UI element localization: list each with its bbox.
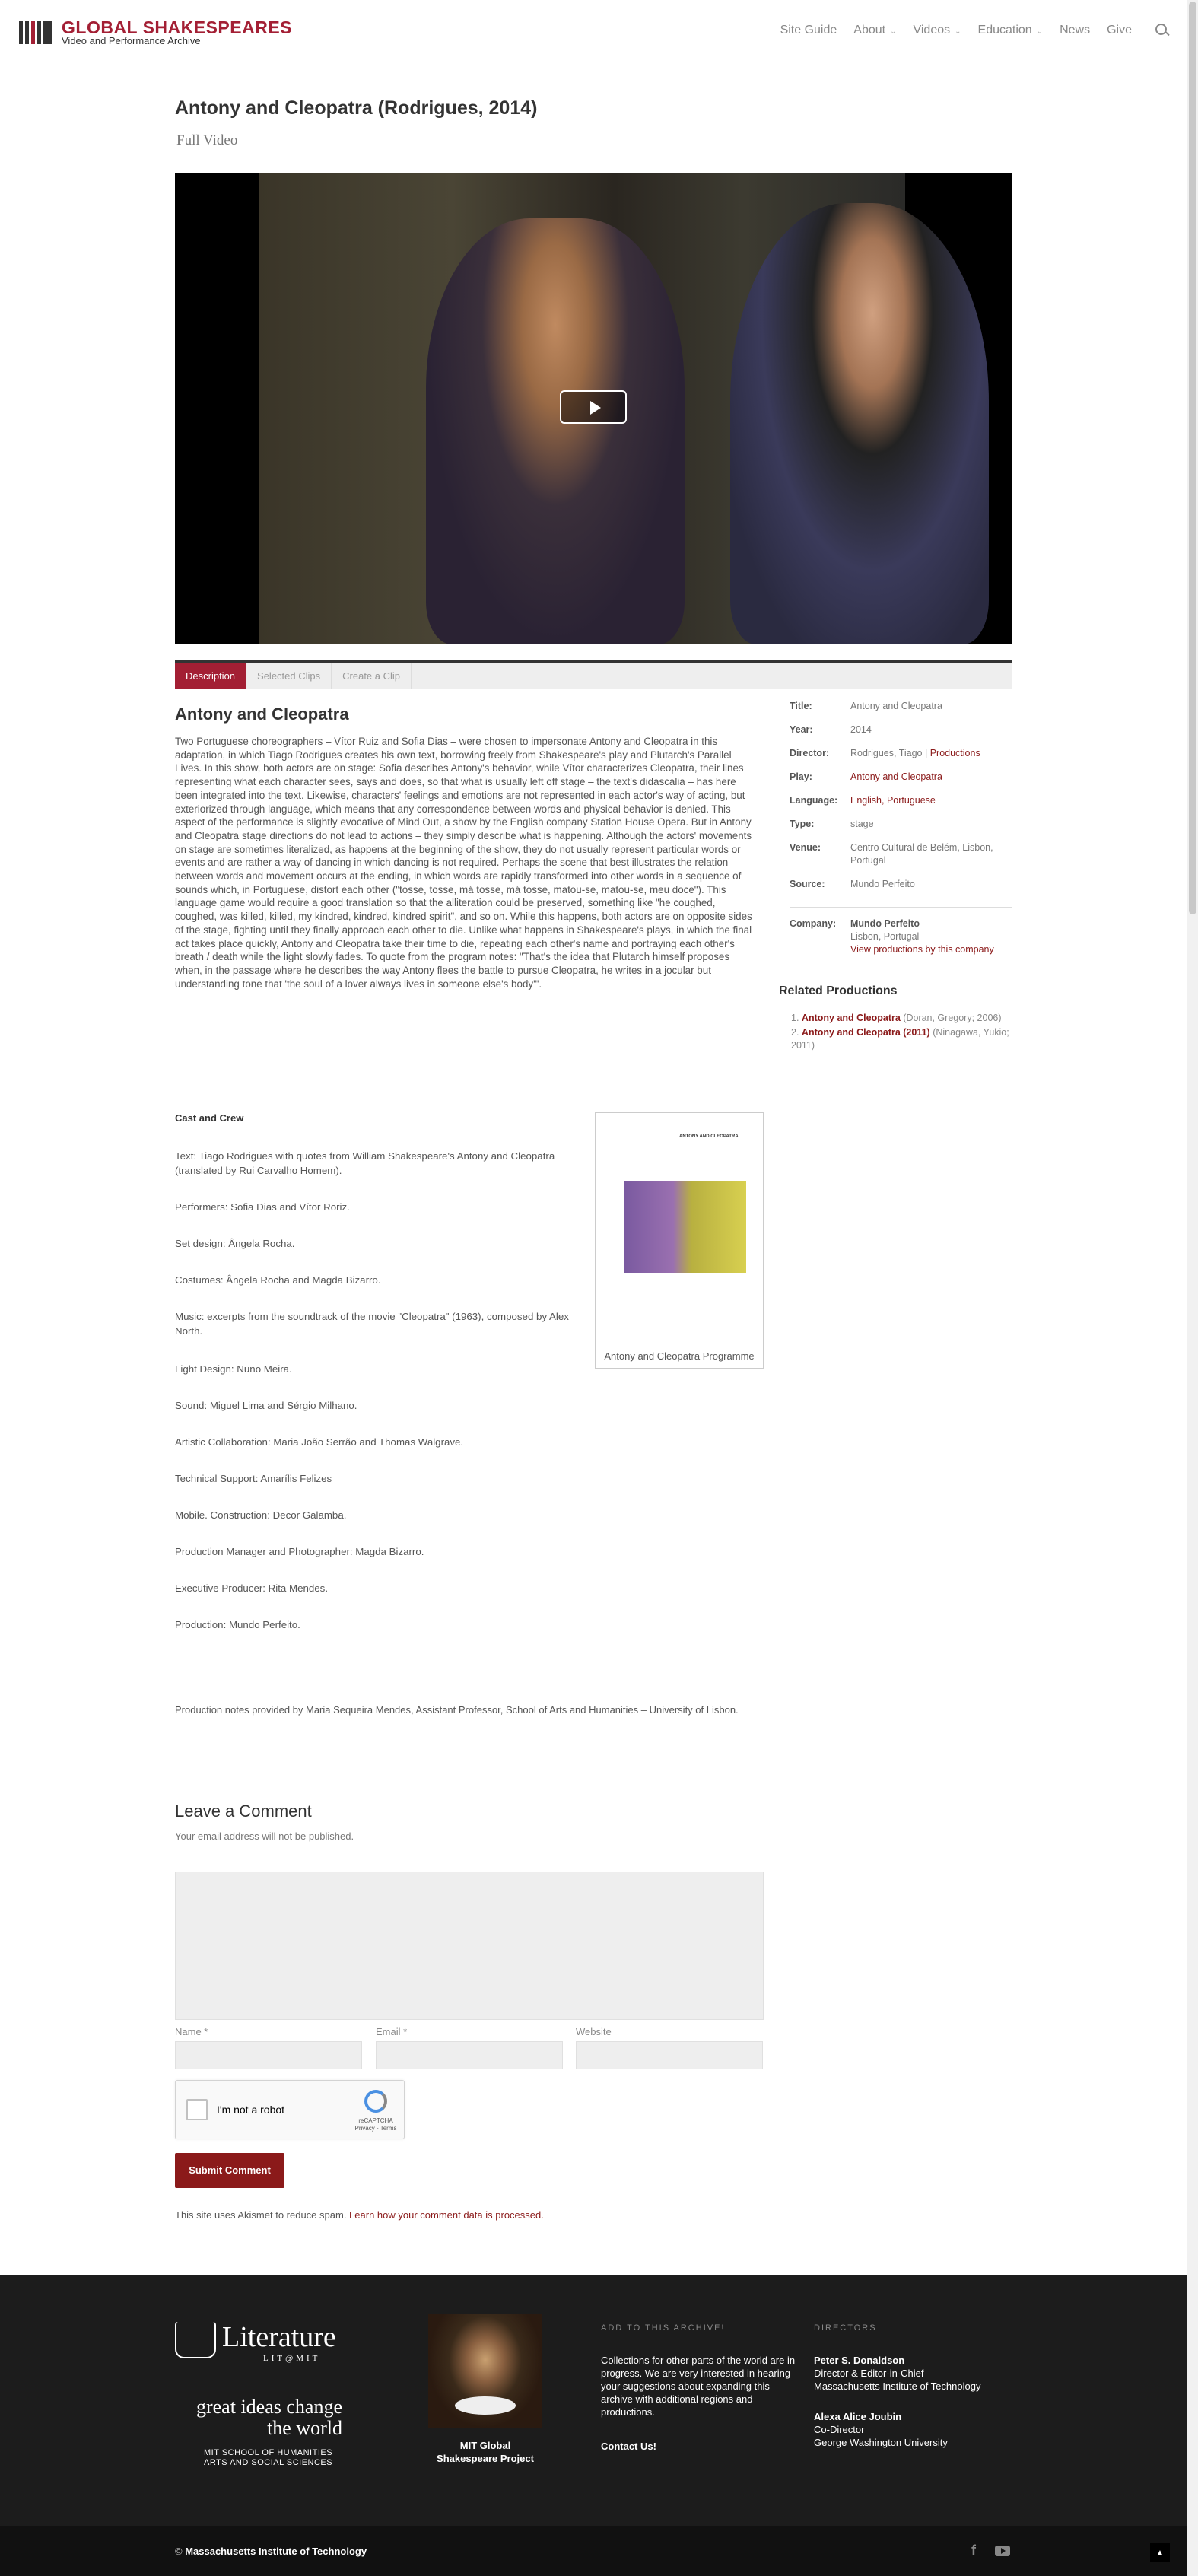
- mit-link[interactable]: Massachusetts Institute of Technology: [185, 2546, 367, 2557]
- website-label: Website: [576, 2026, 612, 2037]
- programme-doc-title: ANTONY AND CLEOPATRA: [679, 1134, 739, 1139]
- youtube-icon[interactable]: [995, 2546, 1010, 2556]
- company-location: Lisbon, Portugal: [850, 931, 920, 942]
- related-heading: Related Productions: [779, 984, 898, 997]
- nav-videos[interactable]: Videos ⌄: [913, 24, 961, 37]
- email-label: Email *: [376, 2026, 408, 2037]
- name-field[interactable]: [175, 2041, 362, 2069]
- nav-news[interactable]: News: [1060, 24, 1091, 37]
- recaptcha-label: I'm not a robot: [217, 2104, 285, 2116]
- production-notes: Production notes provided by Maria Sequeira Mendes, Assistant Professor, School of Arts and Humanities – University of Lisbon.: [175, 1704, 739, 1716]
- meta-venue: Venue: Centro Cultural de Belém, Lisbon, Portugal: [790, 842, 993, 866]
- cast-line: Technical Support: Amarílis Felizes: [175, 1473, 332, 1484]
- site-footer: [0, 2275, 1187, 2526]
- cast-line: Mobile. Construction: Decor Galamba.: [175, 1509, 347, 1521]
- mit-project-caption: MIT Global Shakespeare Project: [437, 2440, 534, 2464]
- list-item: 1. Antony and Cleopatra (Doran, Gregory; 2006): [791, 1013, 1002, 1023]
- literature-logo[interactable]: Literature LIT@MIT: [175, 2322, 373, 2372]
- play-link[interactable]: Antony and Cleopatra: [850, 771, 942, 782]
- meta-language: Language: English, Portuguese: [790, 795, 936, 806]
- nav-education[interactable]: Education ⌄: [977, 24, 1044, 37]
- description-text: Two Portuguese choreographers – Vítor Ruiz and Sofia Dias – were chosen to impersonate Antony and Cleopatra in this adaptation, in which Tiago Rodrigues creates his own text, borrowing freely from Shakespeare's play and Plutarch's Parallel Lives. In this show, both actors are on stage: Sofia describes Antony's behavior, while Vítor characterizes Cleopatra, their lines representing what each character sees, says and does, so that what is usually left off stage – the text's didascalia – has here been integrated into the text. Likewise, characters' feelings and emotions are not represented in each actor's way of acting, but exteriorized through language, which means that any correspondence between words and physical behavior is denied. This aspect of the performance is slightly evocative of Mind Out, a show by the English company Station House Opera. But in Antony and Cleopatra stage directions do not lead to actions – they simply describe what is happening. Although the actors' movements on stage are sometimes literalized, as happens at the beginning of the show, they do not usually represent particular words or events and are rather a way of dancing in which dancing is not required. Perhaps the scene that best illustrates the relation between words and movement occurs at the ending, in which words are rapidly transformed into other words in a sequence of sounds which, in Portuguese, distort each other ("tosse, tosse, má tosse, má tosse, matou-se, matou-se, meu doce"). This language game would require a good translation so that the alliteration could be preserved, something like "he coughed, coughed, was killed, killed, my kindred, kindred, kindred spirit", and so on. While this happens, both actors are on opposite sides of the stage, fighting until they finally approach each other to die. Unlike what happens in Shakespeare's plays, in which the final act takes place quickly, Antony and Cleopatra take their time to die, repeating each other's name and portraying each other's breath / death while the light slowly fades. To quote from the program notes: "That's the idea that Plutarch himself proposes when, in the passage where he describes the way Antony flees the battle to pursue Cleopatra, he writes in a jocular but understanding tone that 'the soul of a lover always lives in someone else's body'".: [175, 736, 752, 990]
- nav-site-guide[interactable]: Site Guide: [780, 24, 837, 37]
- related-link[interactable]: Antony and Cleopatra: [801, 1013, 901, 1023]
- cast-line: Text: Tiago Rodrigues with quotes from William Shakespeare's Antony and Cleopatra (translated by Rui Carvalho Homem).: [175, 1150, 555, 1176]
- cast-line: Executive Producer: Rita Mendes.: [175, 1582, 329, 1594]
- akismet-link[interactable]: Learn how your comment data is processed.: [349, 2209, 544, 2221]
- website-field[interactable]: [576, 2041, 763, 2069]
- cast-line: Production Manager and Photographer: Magda Bizarro.: [175, 1546, 424, 1557]
- meta-company: Company: Mundo Perfeito Lisbon, Portugal View productions by this company: [790, 918, 1012, 956]
- chevron-down-icon: ⌄: [955, 27, 961, 36]
- scrollbar-thumb[interactable]: [1189, 2, 1196, 914]
- mit-logo-icon: [19, 21, 52, 44]
- back-to-top-button[interactable]: ▲: [1150, 2543, 1170, 2562]
- cast-line: Set design: Ângela Rocha.: [175, 1238, 295, 1249]
- programme-image[interactable]: [595, 1112, 764, 1369]
- facebook-icon[interactable]: f: [971, 2543, 976, 2558]
- video-player[interactable]: [175, 173, 1012, 644]
- cast-line: Costumes: Ângela Rocha and Magda Bizarro.: [175, 1274, 381, 1286]
- logo-subtitle: Video and Performance Archive: [62, 35, 201, 46]
- company-name: Mundo Perfeito: [850, 918, 920, 929]
- tab-create-clip[interactable]: Create a Clip: [332, 663, 412, 689]
- video-performer-left: [426, 218, 685, 644]
- related-list: [791, 1012, 1019, 1054]
- meta-year: Year: 2014: [790, 724, 872, 735]
- submit-comment-button[interactable]: Submit Comment: [175, 2153, 284, 2188]
- recaptcha-widget: [175, 2080, 405, 2139]
- page-subtitle: Full Video: [176, 132, 238, 148]
- tab-bar: [175, 660, 1012, 689]
- site-logo[interactable]: [19, 19, 292, 46]
- video-performer-right: [730, 203, 989, 644]
- add-archive-heading: ADD TO THIS ARCHIVE!: [601, 2323, 726, 2333]
- shakespeare-portrait[interactable]: [428, 2314, 542, 2428]
- productions-link[interactable]: Productions: [929, 748, 980, 758]
- site-header: [0, 0, 1187, 65]
- email-field[interactable]: [376, 2041, 563, 2069]
- main-nav: [764, 23, 1170, 38]
- logo-title: GLOBAL SHAKESPEARES: [62, 17, 293, 37]
- cast-line: Performers: Sofia Dias and Vítor Roriz.: [175, 1201, 350, 1213]
- cast-line: Sound: Miguel Lima and Sérgio Milhano.: [175, 1400, 357, 1411]
- cast-heading: Cast and Crew: [175, 1112, 244, 1124]
- description-heading: Antony and Cleopatra: [175, 704, 349, 724]
- comment-heading: Leave a Comment: [175, 1802, 312, 1821]
- related-link[interactable]: Antony and Cleopatra (2011): [801, 1027, 930, 1038]
- tab-description[interactable]: Description: [175, 663, 246, 689]
- shass-name[interactable]: MIT SCHOOL OF HUMANITIES ARTS AND SOCIAL SCIENCES: [204, 2448, 333, 2467]
- chevron-down-icon: ⌄: [1036, 27, 1044, 36]
- director-entry: Alexa Alice Joubin Co-Director George Washington University: [814, 2411, 948, 2448]
- cast-line: Light Design: Nuno Meira.: [175, 1363, 292, 1375]
- list-item: 2. Antony and Cleopatra (2011) (Ninagawa, Yukio; 2011): [791, 1027, 1009, 1051]
- cast-line: Production: Mundo Perfeito.: [175, 1619, 300, 1630]
- director-entry: Peter S. Donaldson Director & Editor-in-Chief Massachusetts Institute of Technology: [814, 2355, 981, 2392]
- recaptcha-checkbox[interactable]: [186, 2099, 208, 2120]
- book-icon: [175, 2322, 216, 2358]
- recaptcha-icon: [364, 2090, 387, 2113]
- nav-about[interactable]: About ⌄: [853, 24, 897, 37]
- add-archive-text: Collections for other parts of the world are in progress. We are very interested in hearing your suggestions about expanding this archive with additional regions and productions.: [601, 2355, 796, 2418]
- production-metadata: [790, 700, 1012, 902]
- divider: [790, 907, 1012, 908]
- recaptcha-branding: reCAPTCHA Privacy - Terms: [354, 2117, 397, 2132]
- meta-play: Play: Antony and Cleopatra: [790, 771, 942, 782]
- programme-photo: [624, 1181, 746, 1273]
- company-productions-link[interactable]: View productions by this company: [850, 944, 994, 955]
- meta-title: Title: Antony and Cleopatra: [790, 701, 942, 711]
- directors-heading: DIRECTORS: [814, 2323, 877, 2333]
- chevron-down-icon: ⌄: [890, 27, 897, 36]
- search-icon[interactable]: [1155, 23, 1170, 38]
- contact-link[interactable]: Contact Us!: [601, 2441, 656, 2452]
- cast-line: Artistic Collaboration: Maria João Serrão and Thomas Walgrave.: [175, 1436, 464, 1448]
- meta-source: Source: Mundo Perfeito: [790, 879, 915, 889]
- nav-give[interactable]: Give: [1107, 24, 1132, 37]
- programme-caption: Antony and Cleopatra Programme: [604, 1350, 755, 1362]
- copyright: © Massachusetts Institute of Technology: [175, 2546, 367, 2557]
- cast-line: Music: excerpts from the soundtrack of the movie "Cleopatra" (1963), composed by Alex North.: [175, 1311, 569, 1337]
- scrollbar[interactable]: [1187, 0, 1198, 2576]
- play-button[interactable]: [560, 390, 627, 424]
- comment-textarea[interactable]: [175, 1872, 764, 2020]
- comment-note: Your email address will not be published.: [175, 1830, 354, 1842]
- shass-slogan: great ideas change the world: [195, 2396, 342, 2439]
- akismet-notice: This site uses Akismet to reduce spam. Learn how your comment data is processed.: [175, 2209, 544, 2221]
- programme-document: [603, 1119, 755, 1340]
- name-label: Name *: [175, 2026, 208, 2037]
- meta-type: Type: stage: [790, 819, 874, 829]
- page-title: Antony and Cleopatra (Rodrigues, 2014): [175, 97, 538, 119]
- meta-director: Director: Rodrigues, Tiago | Productions: [790, 748, 980, 758]
- tab-selected-clips[interactable]: Selected Clips: [246, 663, 332, 689]
- language-link[interactable]: English, Portuguese: [850, 795, 936, 806]
- bottom-bar: [0, 2526, 1187, 2576]
